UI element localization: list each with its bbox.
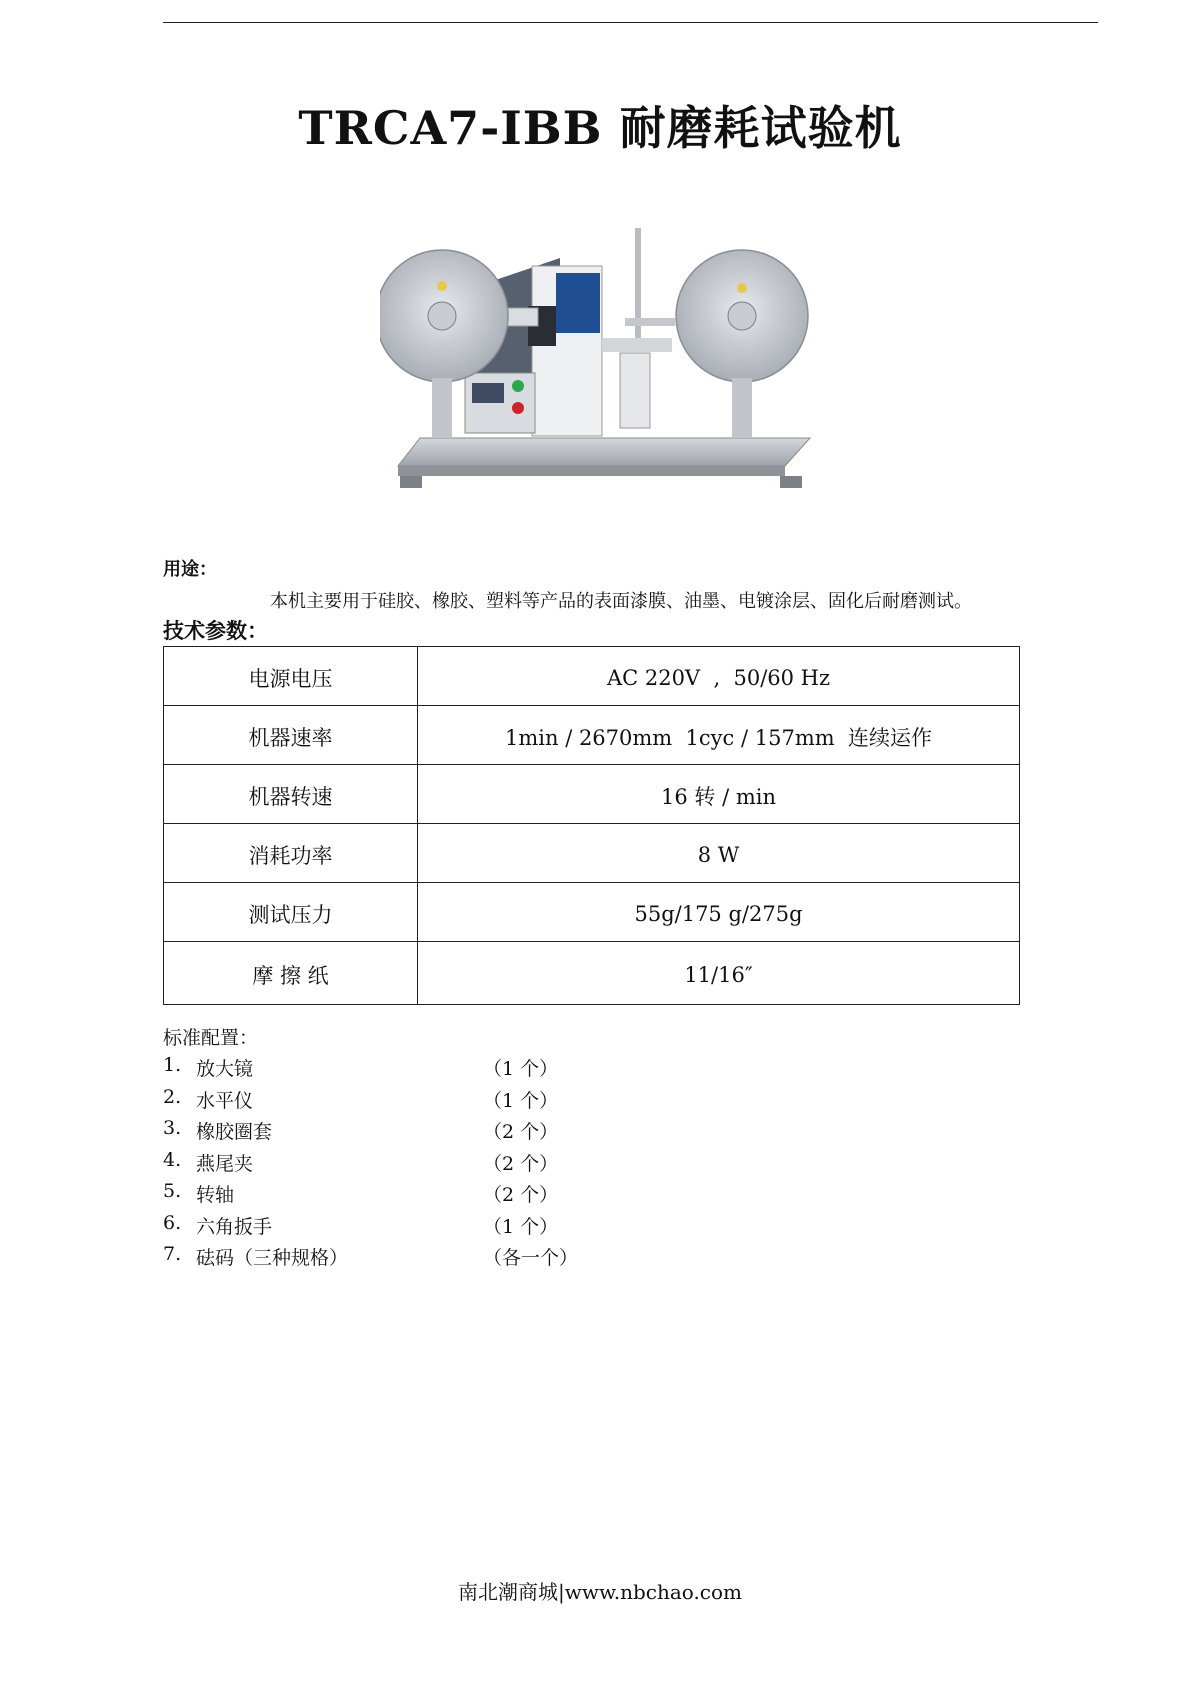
item-number: 4.	[163, 1148, 182, 1171]
item-quantity: （2 个）	[483, 1152, 559, 1175]
item-number: 5.	[163, 1180, 182, 1202]
item-quantity: （1 个）	[483, 1089, 559, 1112]
usage-text: 本机主要用于硅胶、橡胶、塑料等产品的表面漆膜、油墨、电镀涂层、固化后耐磨测试。	[270, 591, 972, 612]
item-quantity: （1 个）	[483, 1215, 559, 1238]
list-item	[163, 1149, 763, 1181]
list-item	[163, 1086, 763, 1118]
item-quantity: （2 个）	[483, 1121, 559, 1143]
item-name: 水平仪	[196, 1089, 254, 1112]
item-name: 放大镜	[196, 1058, 254, 1080]
item-number: 2.	[163, 1085, 182, 1108]
param-key: 测试压力	[164, 883, 418, 942]
technical-parameters-table	[163, 646, 1020, 1005]
item-name: 燕尾夹	[196, 1152, 254, 1175]
item-number: 1.	[163, 1054, 182, 1076]
standard-config-label: 标准配置：	[163, 1027, 259, 1049]
item-quantity: （2 个）	[483, 1184, 559, 1206]
list-item	[163, 1243, 763, 1275]
param-key: 消耗功率	[164, 824, 418, 883]
header-rule	[163, 22, 1098, 23]
table-row	[164, 883, 1020, 942]
list-item	[163, 1212, 763, 1244]
item-name: 六角扳手	[196, 1215, 273, 1238]
item-name: 砝码（三种规格）	[196, 1247, 349, 1269]
item-number: 3.	[163, 1117, 182, 1139]
param-value: 8 W	[418, 824, 1020, 883]
list-item	[163, 1180, 763, 1212]
param-value: 1min / 2670mm 1cyc / 157mm 连续运作	[418, 706, 1020, 765]
table-row	[164, 647, 1020, 706]
param-value: AC 220V , 50/60 Hz	[418, 647, 1020, 706]
table-row	[164, 765, 1020, 824]
param-key: 机器速率	[164, 706, 418, 765]
machine-photo	[380, 228, 820, 508]
item-name: 转轴	[196, 1184, 235, 1206]
item-quantity: （各一个）	[483, 1247, 579, 1269]
document-title: TRCA7-IBB 耐磨耗试验机	[298, 101, 902, 155]
table-row	[164, 824, 1020, 883]
table-row	[164, 942, 1020, 1005]
item-number: 7.	[163, 1243, 182, 1265]
param-value: 11/16″	[418, 942, 1020, 1005]
item-name: 橡胶圈套	[196, 1121, 273, 1143]
param-key: 机器转速	[164, 765, 418, 824]
list-item	[163, 1054, 763, 1086]
list-item	[163, 1117, 763, 1149]
item-quantity: （1 个）	[483, 1058, 559, 1080]
footer-site-link[interactable]: 南北潮商城|www.nbchao.com	[457, 1580, 743, 1604]
technical-parameters-label: 技术参数：	[163, 618, 268, 643]
usage-label: 用途：	[163, 559, 217, 580]
standard-config-list	[163, 1054, 763, 1275]
param-value: 55g/175 g/275g	[418, 883, 1020, 942]
param-key: 摩 擦 纸	[164, 942, 418, 1005]
item-number: 6.	[163, 1211, 182, 1234]
param-key: 电源电压	[164, 647, 418, 706]
param-value: 16 转 / min	[418, 765, 1020, 824]
table-row	[164, 706, 1020, 765]
